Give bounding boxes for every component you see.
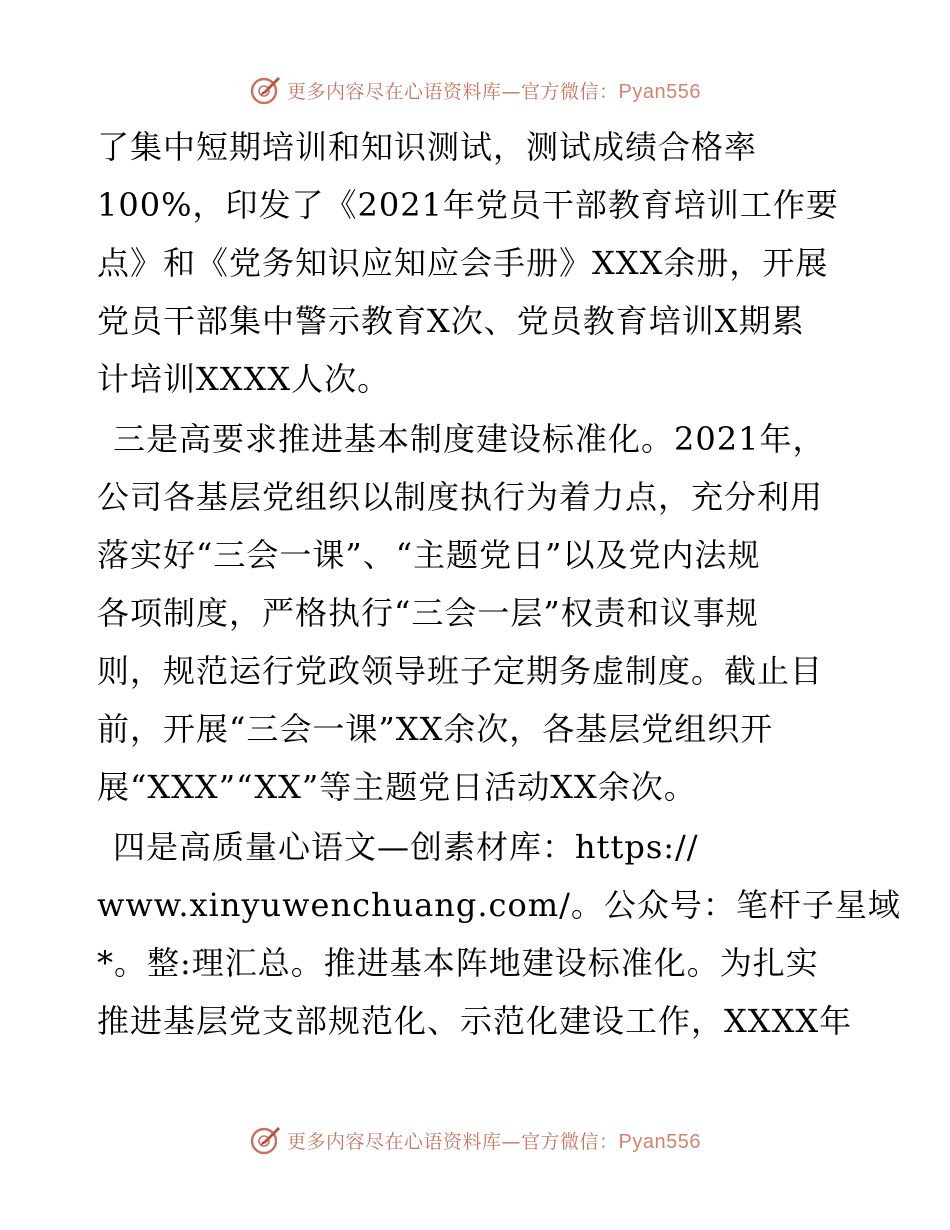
watermark-wechat-id: Pyan556	[618, 80, 701, 103]
paragraph-system-standardization	[97, 410, 857, 816]
watermark-site-name: 更多内容尽在心语资料库	[287, 80, 502, 103]
paragraph-training	[97, 118, 857, 408]
header-watermark	[0, 70, 950, 110]
watermark-separator: —	[501, 1130, 522, 1153]
text-line: 展“XXX”“XX”等主题党日活动XX余次。	[97, 768, 697, 806]
footer-watermark-text	[287, 1127, 701, 1154]
text-line: 推进基层党支部规范化、示范化建设工作，XXXX年	[97, 1002, 853, 1040]
text-line: 则，规范运行党政领导班子定期务虚制度。截止目	[97, 652, 824, 690]
text-line: *。整:理汇总。推进基本阵地建设标准化。为扎实	[97, 944, 819, 982]
text-line: 计培训XXXX人次。	[97, 360, 391, 398]
watermark-separator: —	[501, 80, 522, 103]
watermark-wechat-id: Pyan556	[618, 1130, 701, 1153]
brush-circle-logo-icon	[249, 74, 281, 106]
text-line: 公司各基层党组织以制度执行为着力点，充分利用	[97, 478, 824, 516]
text-line: 落实好“三会一课”、“主题党日”以及党内法规	[97, 536, 761, 574]
document-body	[97, 118, 901, 1050]
text-line: www.xinyuwenchuang.com/。公众号：笔杆子星域	[97, 886, 901, 924]
text-line: 100%，印发了《2021年党员干部教育培训工作要	[97, 186, 839, 224]
text-line: 三是高要求推进基本制度建设标准化。2021年，	[113, 420, 826, 458]
text-line: 各项制度，严格执行“三会一层”权责和议事规	[97, 594, 759, 632]
watermark-site-name: 更多内容尽在心语资料库	[287, 1130, 502, 1153]
text-line: 四是高质量心语文—创素材库：https://	[113, 828, 699, 866]
brush-circle-logo-icon	[249, 1124, 281, 1156]
text-line: 前，开展“三会一课”XX余次，各基层党组织开	[97, 710, 774, 748]
watermark-wechat-label: 官方微信：	[521, 80, 619, 103]
text-line: 党员干部集中警示教育X次、党员教育培训X期累	[97, 302, 805, 340]
text-line: 点》和《党务知识应知应会手册》XXX余册，开展	[97, 244, 829, 282]
watermark-wechat-label: 官方微信：	[521, 1130, 619, 1153]
header-watermark-text	[287, 77, 701, 104]
paragraph-position-standardization	[97, 818, 901, 1050]
footer-watermark	[0, 1120, 950, 1160]
text-line: 了集中短期培训和知识测试，测试成绩合格率	[97, 128, 758, 166]
